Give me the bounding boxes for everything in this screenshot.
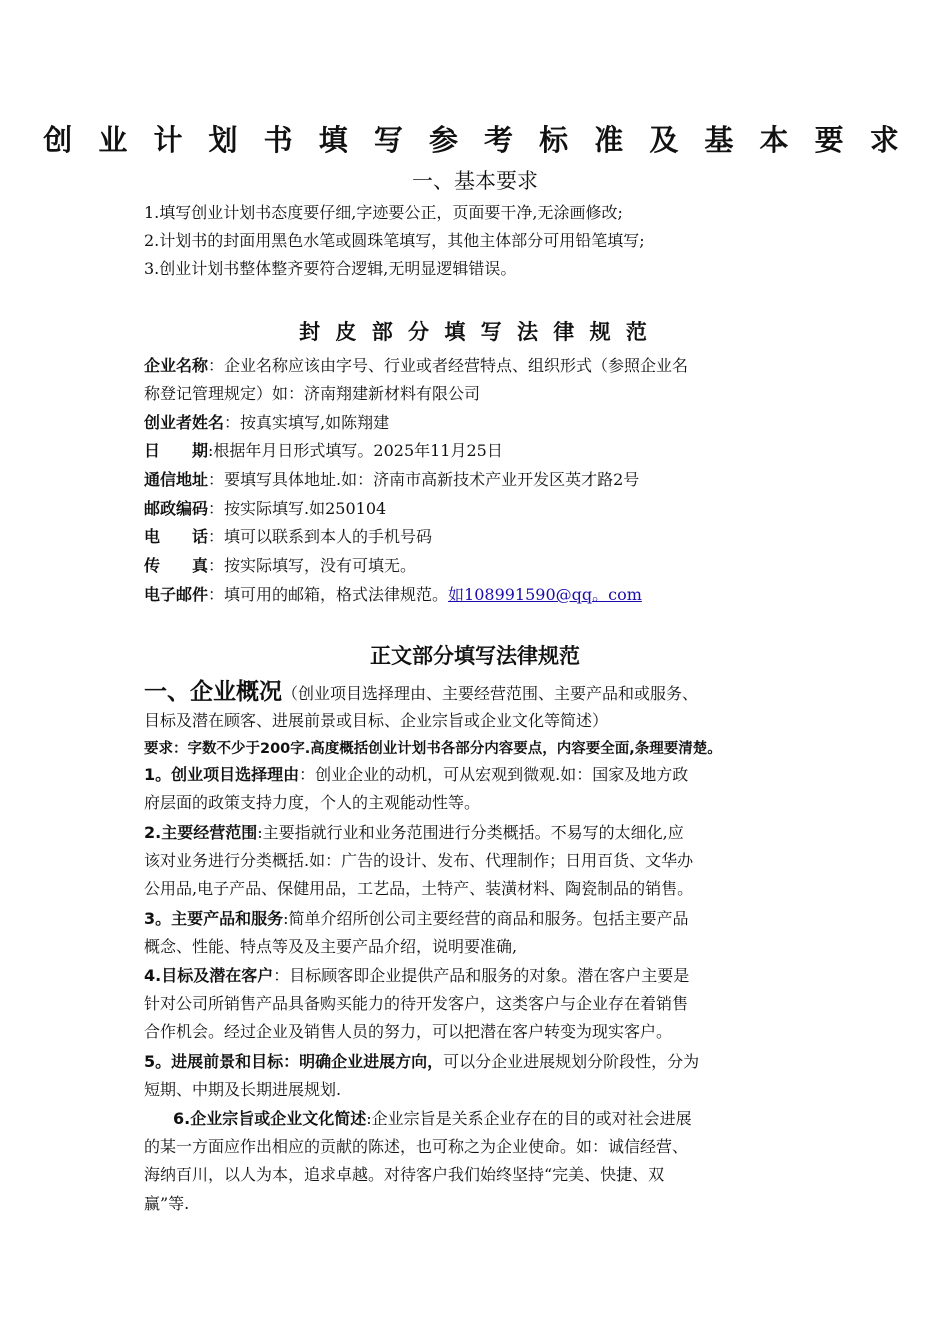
fax-label: 传 真 (144, 556, 209, 575)
email-example-link[interactable]: 如108991590@qq。com (448, 585, 642, 604)
section-4-line (144, 963, 689, 989)
document-title: 创 业 计 划 书 填 写 参 考 标 准 及 基 本 要 求 (43, 123, 907, 157)
date-line (144, 438, 503, 464)
overview-desc-line-2: 目标及潜在顾客、进展前景或目标、企业宗旨或企业文化等简述） (144, 711, 609, 730)
section-2-text: :主要指就行业和业务范围进行分类概括。不易写的太细化,应 (257, 823, 684, 842)
section-2-line (144, 820, 684, 846)
postcode-label: 邮政编码 (144, 499, 209, 518)
basic-item-3: 3.创业计划书整体整齐要符合逻辑,无明显逻辑错误。 (144, 259, 517, 278)
basic-item-1: 1.填写创业计划书态度要仔细,字迹要公正，页面要干净,无涂画修改; (144, 203, 623, 222)
email-label: 电子邮件 (144, 585, 209, 604)
company-name-text: ：企业名称应该由字号、行业或者经营特点、组织形式（参照企业名 (208, 356, 689, 375)
overview-line (144, 676, 698, 710)
section-1-text: ：创业企业的动机，可从宏观到微观.如：国家及地方政 (299, 765, 689, 784)
basic-item-2: 2.计划书的封面用黑色水笔或圆珠笔填写，其他主体部分可用铅笔填写; (144, 231, 645, 250)
postcode-text: ：按实际填写.如250104 (208, 499, 387, 518)
company-name-line-2: 称登记管理规定）如：济南翔建新材料有限公司 (144, 384, 481, 403)
postcode-line (144, 496, 386, 522)
overview-title: 一、企业概况 (144, 679, 282, 705)
section-4-line-2: 针对公司所销售产品具备购买能力的待开发客户，这类客户与企业存在着销售 (144, 994, 689, 1013)
address-line (144, 467, 639, 493)
section-2-line-2: 该对业务进行分类概括.如：广告的设计、发布、代理制作；日用百货、文华办 (144, 851, 694, 870)
basic-requirements-heading: 一、基本要求 (412, 169, 538, 193)
section-6-line-3: 海纳百川，以人为本，追求卓越。对待客户我们始终坚持“完美、快捷、双 (144, 1165, 665, 1184)
phone-text: ：填可以联系到本人的手机号码 (208, 527, 433, 546)
section-4-label: 4.目标及潜在客户 (144, 966, 274, 985)
section-4-line-3: 合作机会。经过企业及销售人员的努力，可以把潜在客户转变为现实客户。 (144, 1022, 673, 1041)
section-6-line-2: 的某一方面应作出相应的贡献的陈述，也可称之为企业使命。如：诚信经营、 (144, 1137, 689, 1156)
fax-text: ：按实际填写，没有可填无。 (208, 556, 417, 575)
section-5-line (144, 1049, 699, 1075)
founder-text: ：按真实填写,如陈翔建 (224, 413, 390, 432)
section-2-label: 2.主要经营范围 (144, 823, 258, 842)
address-text: ：要填写具体地址.如：济南市高新技术产业开发区英才路2号 (208, 470, 640, 489)
section-3-label: 3。主要产品和服务 (144, 909, 284, 928)
section-6-label: 6.企业宗旨或企业文化简述 (173, 1109, 367, 1128)
founder-line (144, 410, 389, 436)
section-5-label: 5。进展前景和目标：明确企业进展方向， (144, 1052, 444, 1071)
section-6-text: :企业宗旨是关系企业存在的目的或对社会进展 (366, 1109, 692, 1128)
section-6-line (173, 1106, 692, 1132)
body-section-heading: 正文部分填写法律规范 (370, 644, 580, 668)
company-name-label: 企业名称 (144, 356, 209, 375)
overview-requirement: 要求：字数不少于200字.高度概括创业计划书各部分内容要点，内容要全面,条理要清楚。 (144, 741, 722, 757)
section-4-text: ：目标顾客即企业提供产品和服务的对象。潜在客户主要是 (273, 966, 690, 985)
section-5-text: 可以分企业进展规划分阶段性，分为 (443, 1052, 700, 1071)
email-line (144, 582, 642, 608)
company-name-line (144, 353, 688, 379)
section-1-line (144, 762, 688, 788)
section-3-line (144, 906, 689, 932)
section-1-label: 1。创业项目选择理由 (144, 765, 300, 784)
overview-desc: （创业项目选择理由、主要经营范围、主要产品和或服务、 (282, 684, 699, 703)
date-label: 日 期 (144, 441, 209, 460)
section-5-line-2: 短期、中期及长期进展规划. (144, 1080, 342, 1099)
section-1-line-2: 府层面的政策支持力度，个人的主观能动性等。 (144, 793, 481, 812)
founder-label: 创业者姓名 (144, 413, 225, 432)
address-label: 通信地址 (144, 470, 209, 489)
phone-line (144, 524, 432, 550)
section-2-line-3: 公用品,电子产品、保健用品，工艺品，土特产、装潢材料、陶瓷制品的销售。 (144, 879, 694, 898)
phone-label: 电 话 (144, 527, 209, 546)
date-text: :根据年月日形式填写。2025年11月25日 (208, 441, 503, 460)
fax-line (144, 553, 416, 579)
section-3-line-2: 概念、性能、特点等及及主要产品介绍，说明要准确, (144, 937, 518, 956)
cover-section-heading: 封 皮 部 分 填 写 法 律 规 范 (299, 320, 651, 344)
email-text: ：填可用的邮箱，格式法律规范。 (208, 585, 449, 604)
section-6-line-4: 赢”等. (144, 1194, 190, 1213)
section-3-text: :简单介绍所创公司主要经营的商品和服务。包括主要产品 (283, 909, 689, 928)
